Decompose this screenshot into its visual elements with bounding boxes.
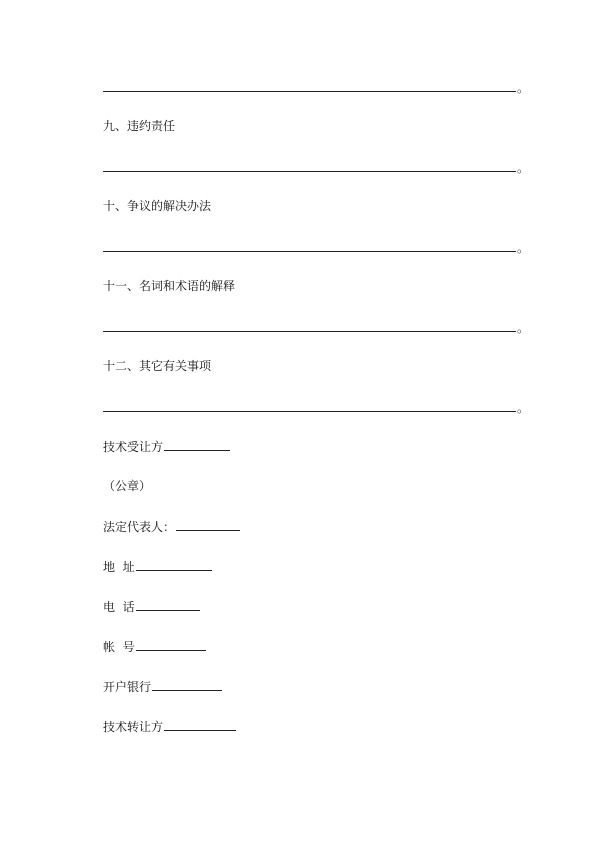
address-blank[interactable] (136, 559, 212, 571)
receiver-field (103, 439, 230, 454)
section-heading-11: 十一、名词和术语的解释 (103, 279, 236, 293)
section-heading-9: 九、违约责任 (103, 119, 176, 133)
blank-line (103, 240, 529, 255)
phone-field (103, 599, 200, 614)
phone-blank[interactable] (136, 599, 200, 611)
address-label: 地 址 (103, 560, 135, 574)
receiver-blank[interactable] (164, 439, 230, 451)
blank-line (103, 160, 529, 175)
address-field (103, 559, 212, 574)
bank-blank[interactable] (152, 679, 222, 691)
account-blank[interactable] (136, 639, 206, 651)
underline-blank[interactable] (103, 320, 516, 332)
period: 。 (517, 81, 530, 95)
receiver-label: 技术受让方 (103, 440, 164, 454)
transferor-field (103, 719, 236, 734)
section-heading-10: 十、争议的解决办法 (103, 199, 212, 213)
bank-field (103, 679, 222, 694)
blank-line (103, 320, 529, 335)
period: 。 (517, 321, 530, 335)
account-field (103, 639, 206, 654)
period: 。 (517, 161, 530, 175)
phone-label: 电 话 (103, 600, 135, 614)
transferor-label: 技术转让方 (103, 720, 164, 734)
period: 。 (517, 241, 530, 255)
legal-rep-field (103, 519, 240, 534)
underline-blank[interactable] (103, 240, 516, 252)
seal-label: （公章） (103, 479, 152, 493)
blank-line (103, 80, 529, 95)
account-label: 帐 号 (103, 640, 135, 654)
transferor-blank[interactable] (164, 719, 236, 731)
section-heading-12: 十二、其它有关事项 (103, 359, 212, 373)
legal-rep-blank[interactable] (176, 519, 240, 531)
underline-blank[interactable] (103, 160, 516, 172)
bank-label: 开户银行 (103, 680, 152, 694)
underline-blank[interactable] (103, 400, 516, 412)
period: 。 (517, 401, 530, 415)
underline-blank[interactable] (103, 80, 516, 92)
blank-line (103, 400, 529, 415)
legal-rep-label: 法定代表人： (103, 520, 176, 534)
